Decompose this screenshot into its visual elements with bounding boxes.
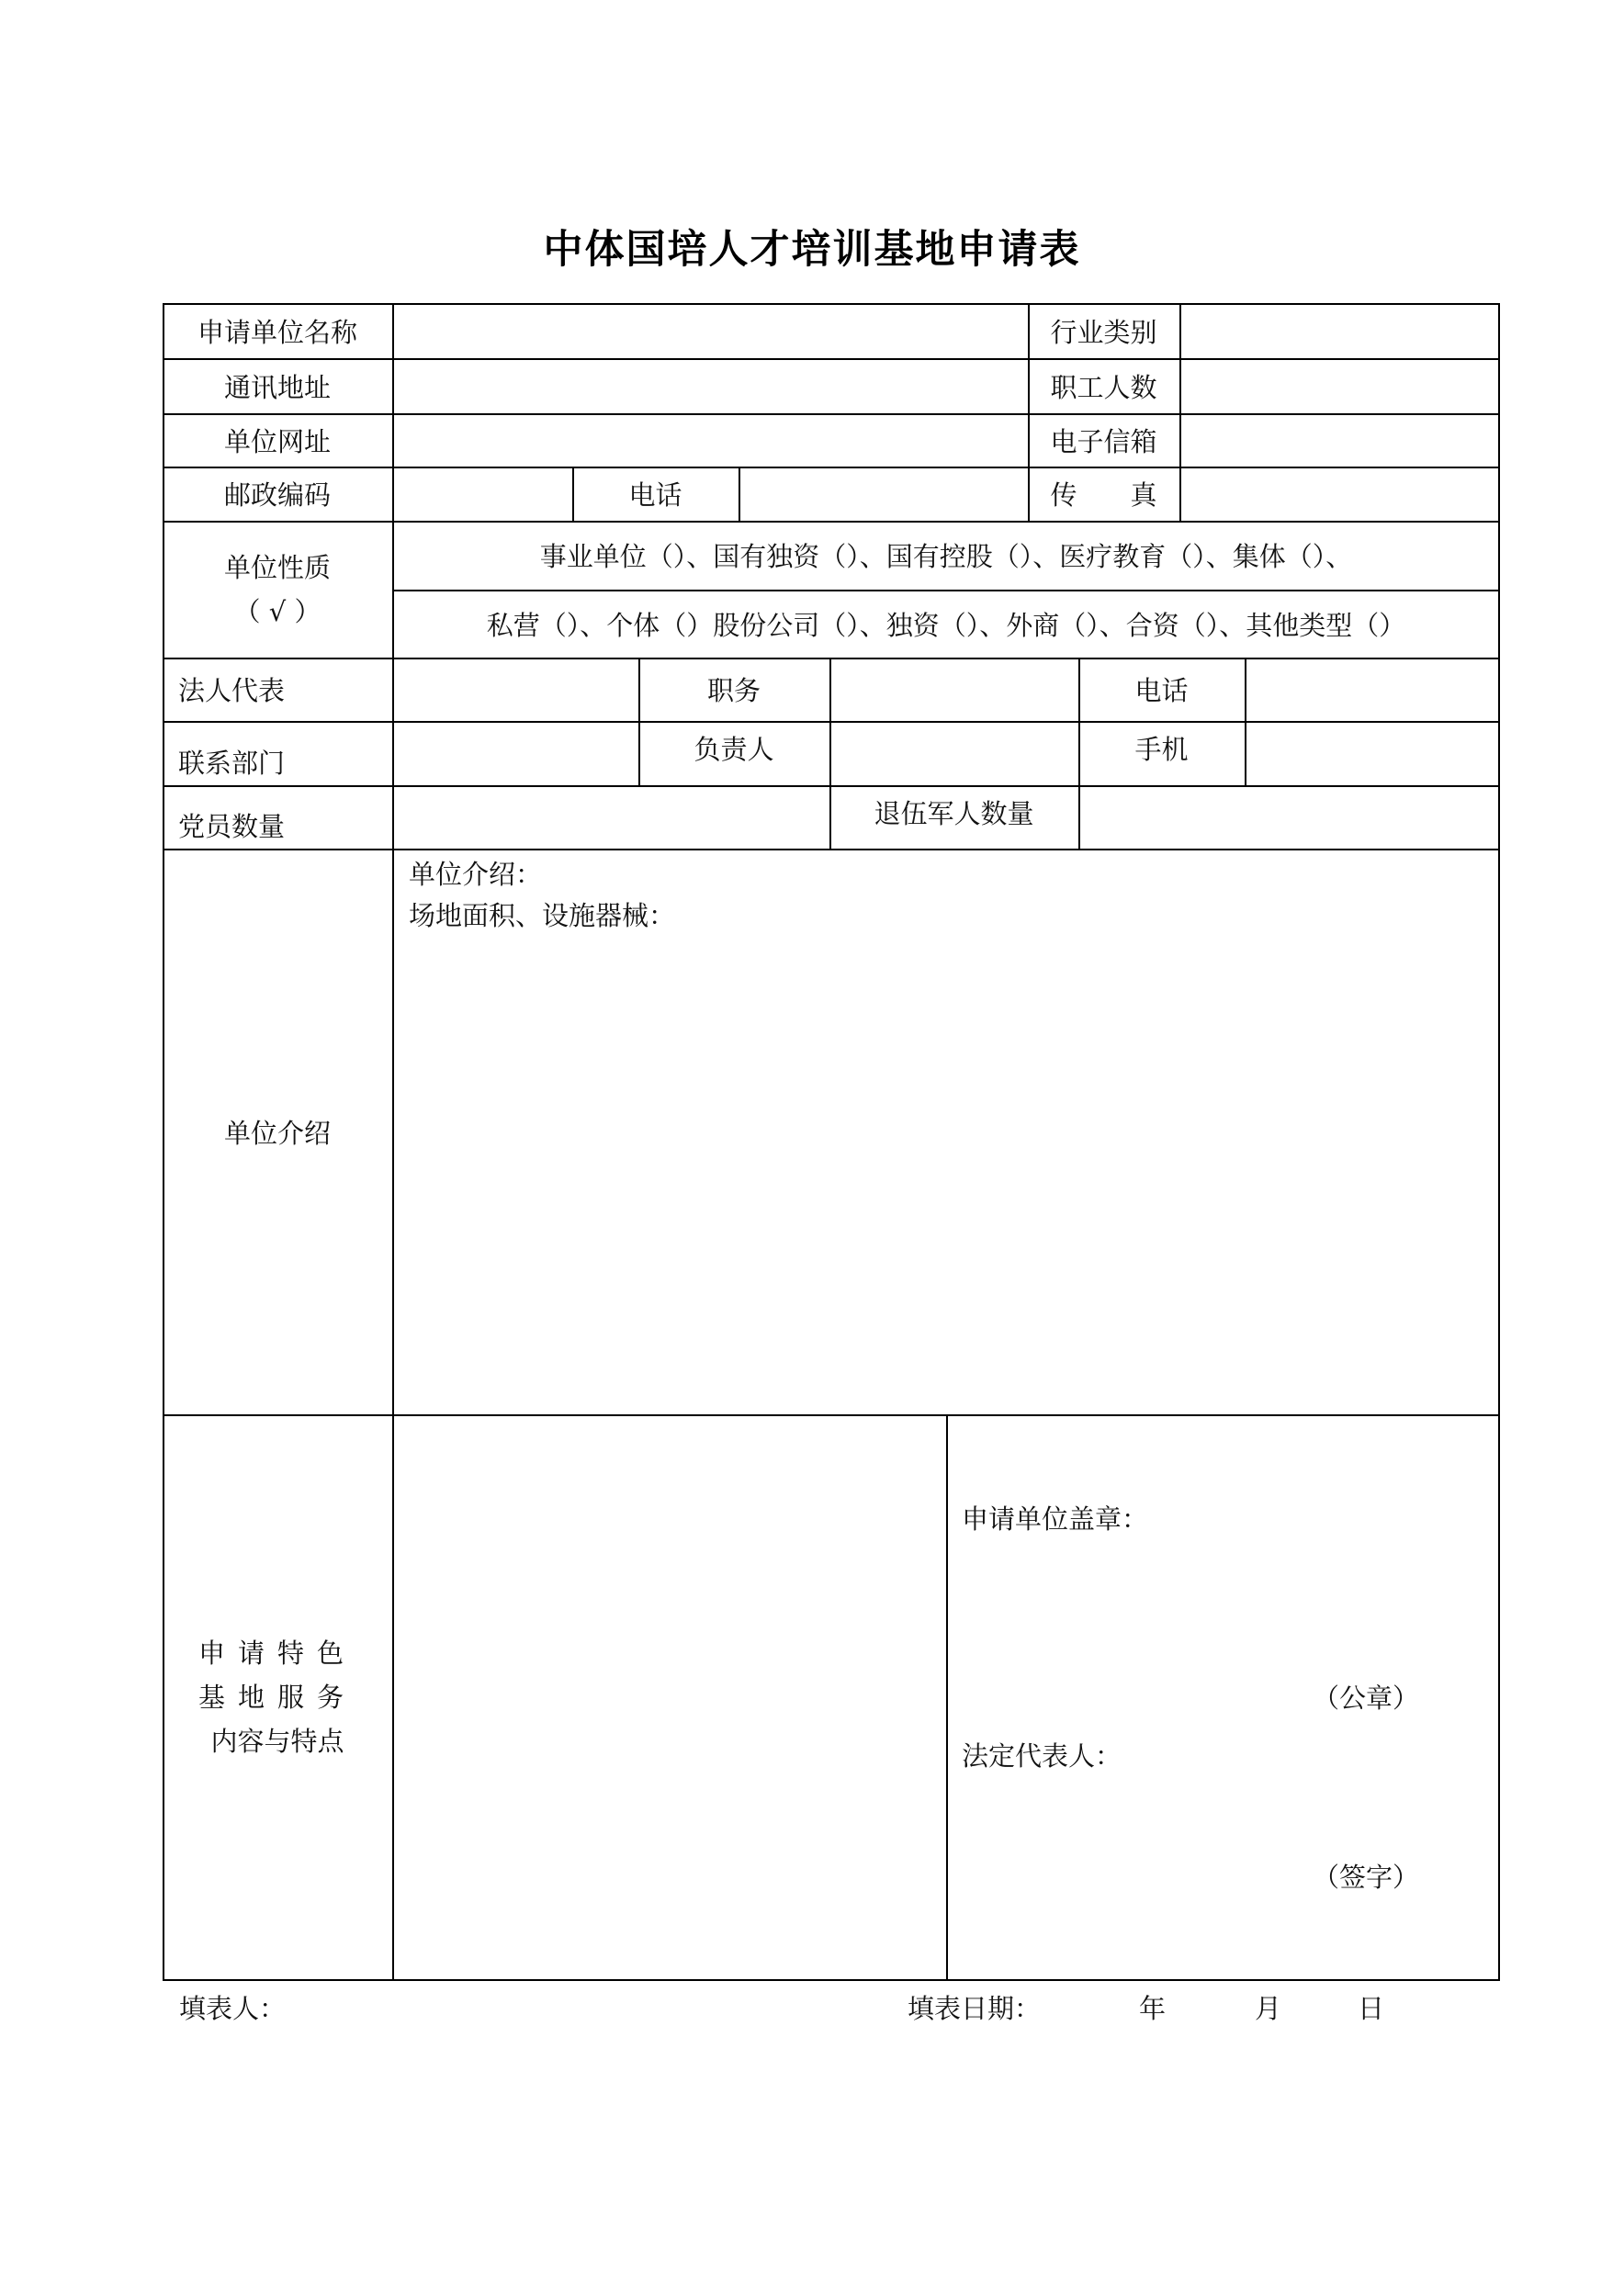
form-title: 中体国培人才培训基地申请表 [543,227,1081,273]
label-fax: 传 真 [1050,479,1157,511]
veteran-count-field[interactable] [1080,787,1498,849]
featured-service-label-3: 内容与特点 [210,1725,344,1757]
featured-service-label-1: 申请特色 [197,1637,356,1669]
month-label: 月 [1255,1993,1282,2024]
label-email: 电子信箱 [1050,425,1157,457]
filled-by-label: 填表人： [179,1993,287,2024]
applicant-unit-name-field[interactable] [394,305,1028,358]
phone-2-field[interactable] [1246,659,1498,721]
unit-nature-label: 单位性质 [223,551,331,583]
unit-website-field[interactable] [394,415,1028,467]
legal-representative-field[interactable] [394,659,638,721]
position-field[interactable] [831,659,1078,721]
label-contact-department: 联系部门 [178,747,286,779]
email-field[interactable] [1181,415,1498,467]
table-border-bottom [163,1979,1500,1981]
label-unit-website: 单位网址 [223,425,331,457]
label-industry-category: 行业类别 [1050,316,1157,348]
label-postal-code: 邮政编码 [223,479,331,511]
mailing-address-field[interactable] [394,360,1028,413]
unit-nature-options-line2[interactable]: 私营（）、个体（）股份公司（）、独资（）、外商（）、合资（）、其他类型（） [486,609,1406,641]
person-in-charge-field[interactable] [831,723,1078,785]
legal-rep-prompt: 法定代表人： [962,1740,1122,1772]
fill-date-label: 填表日期： [908,1993,1042,2024]
day-label: 日 [1358,1993,1385,2024]
phone-field[interactable] [740,468,1028,521]
signature-note: （签字） [1313,1862,1420,1893]
label-staff-count: 职工人数 [1050,371,1157,403]
label-phone: 电话 [628,479,682,511]
facilities-prompt: 场地面积、设施器械： [409,900,676,931]
label-person-in-charge: 负责人 [694,733,774,765]
seal-prompt: 申请单位盖章： [962,1503,1149,1535]
label-featured-service [163,1414,392,1979]
featured-service-label-2: 基地服务 [197,1681,356,1713]
label-mailing-address: 通讯地址 [223,371,331,403]
unit-intro-field[interactable] [394,850,1498,1414]
official-seal-note: （公章） [1313,1683,1420,1714]
application-form-table [163,303,1500,1981]
label-veteran-count: 退伍军人数量 [874,797,1034,829]
unit-nature-options-line1[interactable]: 事业单位（）、国有独资（）、国有控股（）、医疗教育（）、集体（）、 [539,541,1353,572]
mobile-field[interactable] [1246,723,1498,785]
postal-code-field[interactable] [394,468,572,521]
label-applicant-unit-name: 申请单位名称 [197,316,357,348]
unit-intro-prompt: 单位介绍： [409,859,543,890]
fax-field[interactable] [1181,468,1498,521]
label-mobile: 手机 [1134,733,1189,765]
label-unit-nature [163,521,392,658]
label-position: 职务 [706,675,761,706]
label-phone-2: 电话 [1134,675,1189,706]
contact-department-field[interactable] [394,723,638,785]
label-party-member-count: 党员数量 [178,811,286,842]
unit-nature-check-hint: （ √ ） [233,595,321,627]
featured-service-field[interactable] [394,1416,946,1979]
party-member-count-field[interactable] [394,787,829,849]
label-legal-representative: 法人代表 [178,675,286,706]
staff-count-field[interactable] [1181,360,1498,413]
year-label: 年 [1139,1993,1167,2024]
label-unit-intro: 单位介绍 [223,1117,331,1149]
industry-category-field[interactable] [1181,305,1498,358]
